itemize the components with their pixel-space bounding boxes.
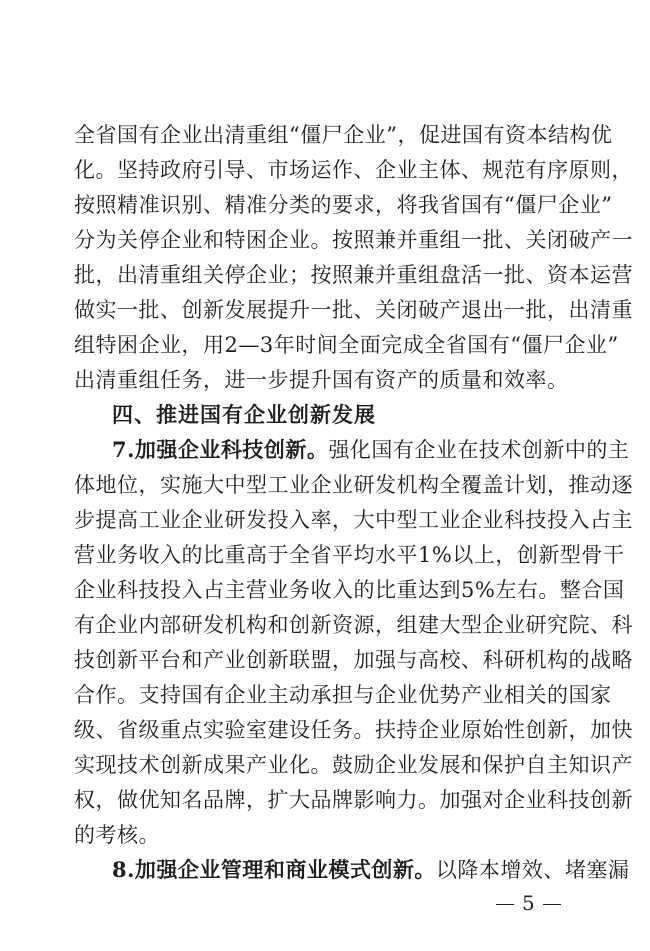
item-7-title: 7.加强企业科技创新。 (112, 437, 329, 462)
paragraph-line: 级、省级重点实验室建设任务。扶持企业原始性创新，加快 (74, 718, 633, 742)
paragraph-line: 企业科技投入占主营业务收入的比重达到5%左右。整合国 (74, 578, 625, 602)
footer-dash-right (543, 904, 561, 905)
paragraph-line: 化。坚持政府引导、市场运作、企业主体、规范有序原则， (74, 158, 633, 182)
item-8-first-rest: 以降本增效、堵塞漏 (435, 858, 630, 882)
footer-dash-left (496, 904, 514, 905)
paragraph-line: 全省国有企业出清重组“僵尸企业”，促进国有资本结构优 (74, 123, 613, 147)
paragraph-line: 步提高工业企业研发投入率，大中型工业企业科技投入占主 (74, 508, 633, 532)
item-7-first-rest: 强化国有企业在技术创新中的主 (328, 438, 630, 462)
item-7-first-line (112, 436, 630, 464)
paragraph-line: 批，出清重组关停企业；按照兼并重组盘活一批、资本运营 (74, 263, 633, 287)
paragraph-line: 分为关停企业和特困企业。按照兼并重组一批、关闭破产一 (74, 228, 633, 252)
page-number: 5 (522, 891, 535, 915)
paragraph-line: 的考核。 (74, 823, 160, 847)
paragraph-line: 合作。支持国有企业主动承担与企业优势产业相关的国家 (74, 683, 612, 707)
paragraph-line: 实现技术创新成果产业化。鼓励企业发展和保护自主知识产 (74, 753, 633, 777)
paragraph-line: 权，做优知名品牌，扩大品牌影响力。加强对企业科技创新 (74, 788, 633, 812)
paragraph-line: 按照精准识别、精准分类的要求，将我省国有“僵尸企业” (74, 193, 613, 217)
paragraph-line: 组特困企业，用2—3年时间全面完成全省国有“僵尸企业” (74, 333, 619, 357)
paragraph-line: 体地位，实施大中型工业企业研发机构全覆盖计划，推动逐 (74, 473, 633, 497)
page-number-footer (488, 889, 569, 917)
paragraph-line: 有企业内部研发机构和创新资源，组建大型企业研究院、科 (74, 613, 633, 637)
item-8-title: 8.加强企业管理和商业模式创新。 (112, 857, 436, 882)
paragraph-line: 技创新平台和产业创新联盟，加强与高校、科研机构的战略 (74, 648, 633, 672)
paragraph-line: 出清重组任务，进一步提升国有资产的质量和效率。 (74, 368, 569, 392)
section-heading: 四、推进国有企业创新发展 (112, 403, 376, 427)
item-8-first-line (112, 856, 630, 884)
paragraph-line: 营业务收入的比重高于全省平均水平1%以上，创新型骨干 (74, 543, 625, 567)
paragraph-line: 做实一批、创新发展提升一批、关闭破产退出一批，出清重 (74, 298, 633, 322)
